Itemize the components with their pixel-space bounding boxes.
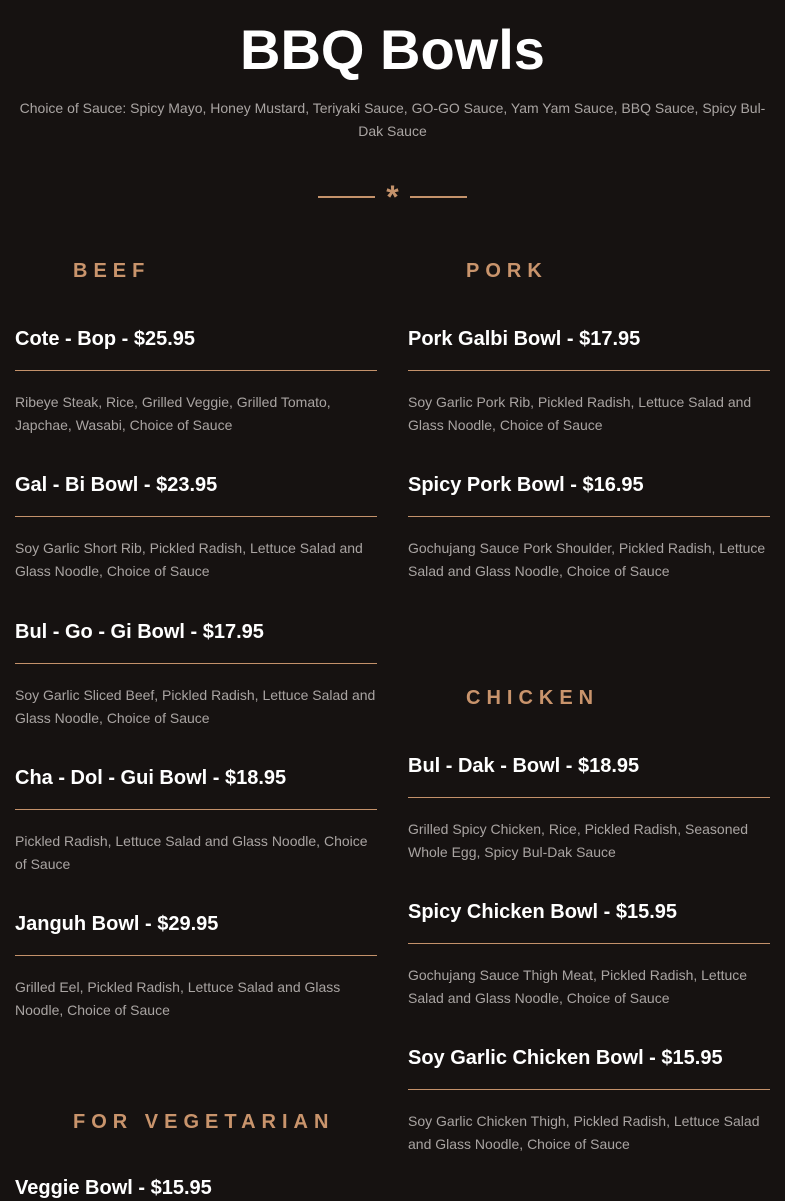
item-divider	[408, 370, 770, 371]
menu-item-description: Ribeye Steak, Rice, Grilled Veggie, Grilled Tomato, Japchae, Wasabi, Choice of Sauce	[15, 394, 331, 433]
menu-item-description: Soy Garlic Chicken Thigh, Pickled Radish, Lettuce Salad and Glass Noodle, Choice of Sauce	[408, 1113, 760, 1152]
menu-item-description: Soy Garlic Pork Rib, Pickled Radish, Lettuce Salad and Glass Noodle, Choice of Sauce	[408, 394, 752, 433]
menu-item-description: Grilled Eel, Pickled Radish, Lettuce Salad and Glass Noodle, Choice of Sauce	[15, 979, 341, 1018]
menu-item	[15, 1175, 377, 1201]
menu-item-description: Gochujang Sauce Pork Shoulder, Pickled Radish, Lettuce Salad and Glass Noodle, Choice of Sauce	[408, 540, 766, 579]
menu-item	[15, 326, 377, 433]
page-title: BBQ Bowls	[240, 18, 545, 81]
menu-item-title: Cha - Dol - Gui Bowl - $18.95	[15, 767, 287, 789]
menu-item-title: Spicy Pork Bowl - $16.95	[408, 474, 644, 496]
asterisk-icon: *	[386, 179, 399, 215]
menu-item-title: Soy Garlic Chicken Bowl - $15.95	[408, 1047, 723, 1069]
item-divider	[15, 663, 377, 664]
item-divider	[408, 797, 770, 798]
menu-item-title: Spicy Chicken Bowl - $15.95	[408, 901, 677, 923]
menu-item	[408, 472, 770, 579]
menu-item	[15, 472, 377, 579]
section-heading-chicken: CHICKEN	[466, 687, 600, 709]
menu-item	[408, 753, 770, 860]
sauce-note: Choice of Sauce: Spicy Mayo, Honey Mustard, Teriyaki Sauce, GO-GO Sauce, Yam Yam Sauce, BBQ Sauce, Spicy Bul-Dak Sauce	[19, 100, 766, 139]
menu-item	[15, 619, 377, 726]
menu-item	[408, 1045, 770, 1152]
title-divider	[318, 179, 467, 215]
menu-item	[15, 765, 377, 872]
item-divider	[15, 516, 377, 517]
menu-item-title: Cote - Bop - $25.95	[15, 328, 196, 350]
item-divider	[15, 370, 377, 371]
item-divider	[408, 943, 770, 944]
section-heading-beef: BEEF	[73, 260, 151, 282]
menu-item-title: Veggie Bowl - $15.95	[15, 1177, 212, 1199]
menu-item-title: Bul - Dak - Bowl - $18.95	[408, 755, 640, 777]
menu-item-title: Janguh Bowl - $29.95	[15, 913, 219, 935]
menu-item-description: Soy Garlic Short Rib, Pickled Radish, Lettuce Salad and Glass Noodle, Choice of Sauce	[15, 540, 363, 579]
menu-item-description: Pickled Radish, Lettuce Salad and Glass Noodle, Choice of Sauce	[15, 833, 368, 872]
menu-item	[15, 911, 377, 1018]
divider-line-left	[318, 196, 375, 198]
menu-item	[408, 326, 770, 433]
menu-item-title: Bul - Go - Gi Bowl - $17.95	[15, 621, 264, 643]
item-divider	[408, 516, 770, 517]
menu-item-title: Gal - Bi Bowl - $23.95	[15, 474, 218, 496]
menu-item	[408, 899, 770, 1006]
section-heading-pork: PORK	[466, 260, 548, 282]
section-heading-vegetarian: FOR VEGETARIAN	[73, 1111, 335, 1133]
menu-item-title: Pork Galbi Bowl - $17.95	[408, 328, 641, 350]
item-divider	[408, 1089, 770, 1090]
menu-item-description: Grilled Spicy Chicken, Rice, Pickled Radish, Seasoned Whole Egg, Spicy Bul-Dak Sauce	[408, 821, 749, 860]
item-divider	[15, 809, 377, 810]
item-divider	[15, 955, 377, 956]
menu-item-description: Gochujang Sauce Thigh Meat, Pickled Radish, Lettuce Salad and Glass Noodle, Choice of Sauce	[408, 967, 748, 1006]
divider-line-right	[410, 196, 467, 198]
menu-item-description: Soy Garlic Sliced Beef, Pickled Radish, Lettuce Salad and Glass Noodle, Choice of Sauce	[15, 687, 376, 726]
